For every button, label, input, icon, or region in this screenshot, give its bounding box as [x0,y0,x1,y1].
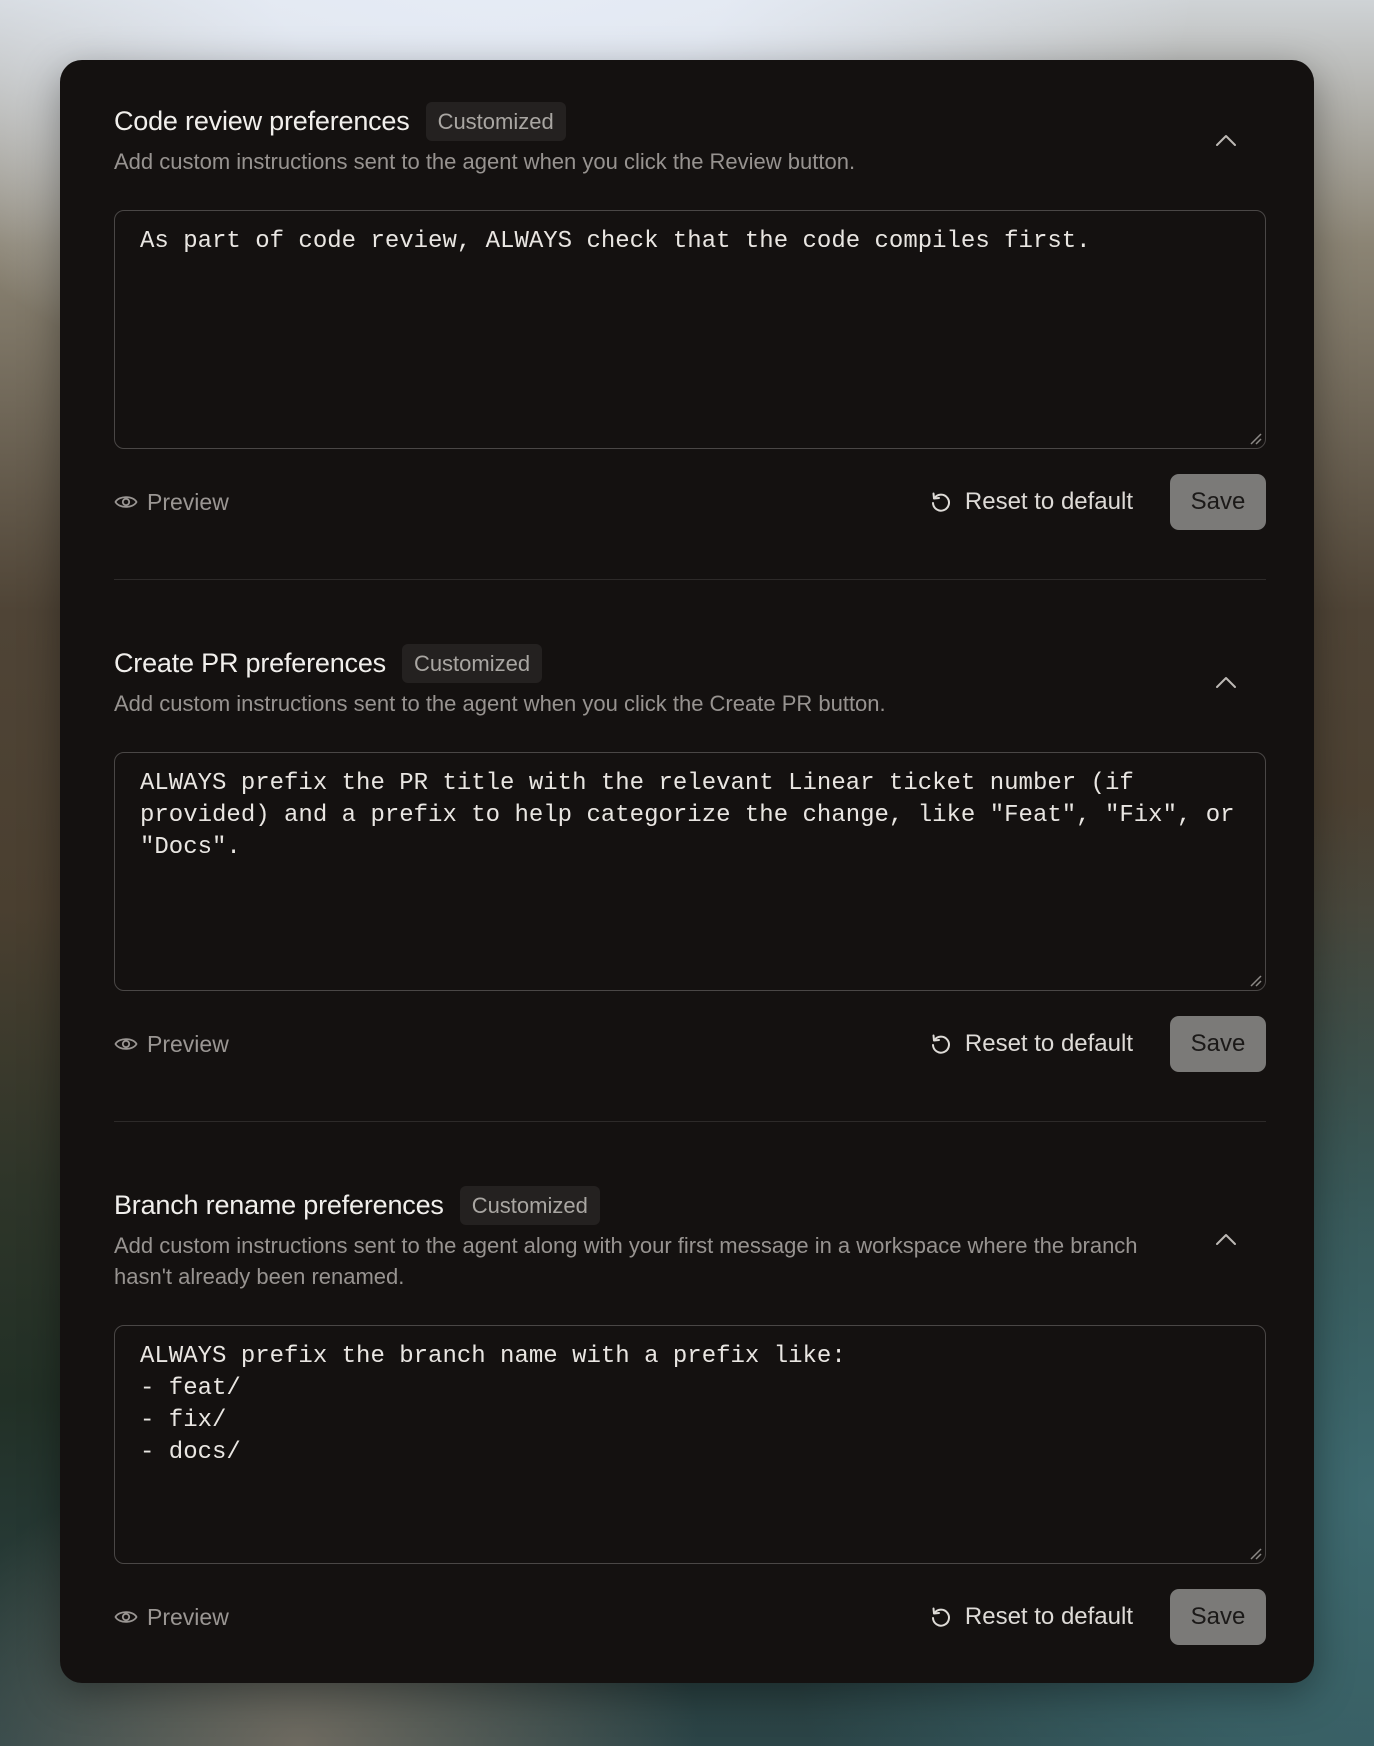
reset-icon [929,1605,953,1629]
customized-badge: Customized [426,102,566,141]
reset-icon [929,1032,953,1056]
customized-badge: Customized [402,644,542,683]
instructions-textarea[interactable] [114,1325,1266,1564]
section-header [114,102,1266,177]
instructions-textarea[interactable] [114,752,1266,991]
section-footer [114,474,1266,530]
section-divider [114,1121,1266,1122]
preview-button[interactable] [114,1031,229,1058]
resize-handle-icon[interactable] [1248,431,1262,445]
save-button[interactable]: Save [1170,474,1266,530]
reset-label: Reset to default [964,1603,1133,1630]
title-row [114,102,1194,141]
eye-icon [114,493,138,511]
preference-section [114,644,1266,1122]
section-divider [114,579,1266,580]
reset-to-default-button[interactable] [929,1603,1133,1631]
chevron-up-icon [1215,675,1237,689]
customized-badge: Customized [460,1186,600,1225]
reset-to-default-button[interactable] [929,1030,1133,1058]
section-title: Branch rename preferences [114,1190,444,1220]
chevron-up-icon [1215,1232,1237,1246]
section-title: Create PR preferences [114,648,386,678]
instructions-text: ALWAYS prefix the PR title with the relevant Linear ticket number (if provided) and a prefix to help categorize the change, like "Feat", "Fix", or "Docs". [140,770,1249,861]
resize-handle-icon[interactable] [1248,1546,1262,1560]
reset-to-default-button[interactable] [929,488,1133,516]
preference-section [114,102,1266,580]
preview-label: Preview [147,1603,229,1630]
section-description: Add custom instructions sent to the agent when you click the Review button. [114,149,856,174]
chevron-up-icon [1215,133,1237,147]
resize-handle-icon[interactable] [1248,973,1262,987]
section-footer [114,1589,1266,1645]
reset-label: Reset to default [964,488,1133,515]
preview-button[interactable] [114,1604,229,1631]
instructions-text: ALWAYS prefix the branch name with a prefix like: - feat/ - fix/ - docs/ [140,1343,846,1466]
section-header-text [114,644,1194,719]
section-description: Add custom instructions sent to the agent along with your first message in a workspace where the branch hasn't already been renamed. [114,1233,1138,1289]
reset-label: Reset to default [964,1030,1133,1057]
preview-button[interactable] [114,489,229,516]
reset-icon [929,490,953,514]
preview-label: Preview [147,1030,229,1057]
preferences-card [60,60,1314,1683]
instructions-text: As part of code review, ALWAYS check that the code compiles first. [140,228,1091,255]
section-header-text [114,102,1194,177]
instructions-textarea[interactable] [114,210,1266,449]
section-description: Add custom instructions sent to the agent when you click the Create PR button. [114,691,886,716]
section-footer [114,1016,1266,1072]
collapse-button[interactable] [1194,1219,1258,1259]
save-button[interactable]: Save [1170,1589,1266,1645]
save-button[interactable]: Save [1170,1016,1266,1072]
preference-section [114,1186,1266,1645]
collapse-button[interactable] [1194,120,1258,160]
section-header [114,644,1266,719]
collapse-button[interactable] [1194,662,1258,702]
eye-icon [114,1608,138,1626]
preview-label: Preview [147,488,229,515]
section-title: Code review preferences [114,106,410,136]
section-header [114,1186,1266,1292]
title-row [114,1186,1194,1225]
section-header-text [114,1186,1194,1292]
title-row [114,644,1194,683]
eye-icon [114,1035,138,1053]
